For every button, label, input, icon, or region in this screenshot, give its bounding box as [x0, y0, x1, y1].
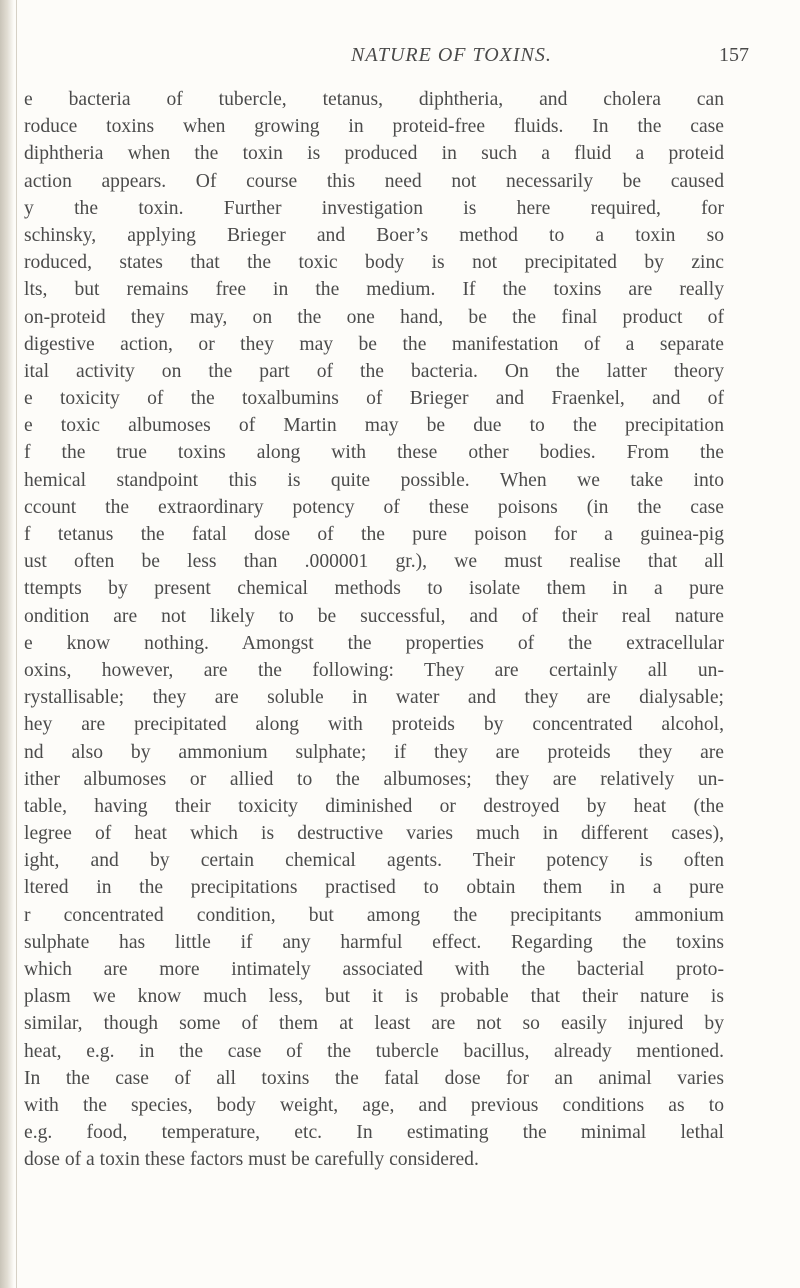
text-line: e.g. food, temperature, etc. In estimating the minimal lethal [24, 1122, 724, 1144]
text-line: In the case of all toxins the fatal dose for an animal varies [24, 1067, 724, 1089]
text-line: with the species, body weight, age, and previous conditions as to [24, 1094, 724, 1116]
text-line: ight, and by certain chemical agents. Their potency is often [24, 850, 724, 872]
text-line: roduced, states that the toxic body is not precipitated by zinc [24, 252, 724, 274]
text-line: r concentrated condition, but among the precipitants ammonium [24, 904, 724, 926]
text-line: ttempts by present chemical methods to isolate them in a pure [24, 578, 724, 600]
running-title: NATURE OF TOXINS. [351, 44, 552, 66]
text-line: hey are precipitated along with proteids by concentrated alcohol, [24, 714, 724, 736]
page-number: 157 [719, 44, 749, 66]
text-line: diphtheria when the toxin is produced in such a fluid a proteid [24, 143, 724, 165]
text-line: table, having their toxicity diminished or destroyed by heat (the [24, 795, 724, 817]
gutter-edge [16, 0, 17, 1288]
text-line: f tetanus the fatal dose of the pure poison for a guinea-pig [24, 524, 724, 545]
text-line: which are more intimately associated with the bacterial proto- [24, 959, 724, 980]
text-line: ital activity on the part of the bacteria. On the latter theory [24, 360, 724, 382]
text-line: nd also by ammonium sulphate; if they are proteids they are [24, 741, 724, 763]
text-line: dose of a toxin these factors must be carefully considered. [24, 1149, 479, 1171]
text-line: digestive action, or they may be the manifestation of a separate [24, 333, 724, 355]
text-line: oxins, however, are the following: They are certainly all un- [24, 659, 724, 681]
binding-gutter [0, 0, 14, 1288]
text-line: e know nothing. Amongst the properties of the extracellular [24, 632, 724, 654]
text-line: e toxic albumoses of Martin may be due to the precipitation [24, 415, 724, 437]
text-line: schinsky, applying Brieger and Boer’s method to a toxin so [24, 224, 724, 246]
text-line: heat, e.g. in the case of the tubercle bacillus, already mentioned. [24, 1040, 724, 1062]
text-line: e toxicity of the toxalbumins of Brieger and Fraenkel, and of [24, 388, 724, 410]
text-line: rystallisable; they are soluble in water and they are dialysable; [24, 687, 724, 709]
text-line: similar, though some of them at least are not so easily injured by [24, 1013, 724, 1035]
text-line: ust often be less than .000001 gr.), we must realise that all [24, 551, 724, 573]
body-text [24, 86, 724, 1174]
text-line: sulphate has little if any harmful effect. Regarding the toxins [24, 931, 724, 953]
text-line: action appears. Of course this need not necessarily be caused [24, 170, 724, 192]
text-line: plasm we know much less, but it is probable that their nature is [24, 986, 724, 1008]
text-line: lts, but remains free in the medium. If the toxins are really [24, 279, 724, 301]
page-header [0, 44, 800, 76]
text-line: ltered in the precipitations practised to obtain them in a pure [24, 877, 724, 899]
text-line: ither albumoses or allied to the albumoses; they are relatively un- [24, 768, 724, 790]
text-line: legree of heat which is destructive varies much in different cases), [24, 823, 724, 845]
text-line: ondition are not likely to be successful, and of their real nature [24, 605, 724, 627]
text-line: ccount the extraordinary potency of these poisons (in the case [24, 496, 724, 518]
text-line: roduce toxins when growing in proteid-free fluids. In the case [24, 116, 724, 138]
text-line: hemical standpoint this is quite possible. When we take into [24, 469, 724, 491]
text-line: f the true toxins along with these other bodies. From the [24, 442, 724, 464]
text-line: y the toxin. Further investigation is here required, for [24, 197, 724, 219]
text-line: e bacteria of tubercle, tetanus, diphtheria, and cholera can [24, 89, 724, 110]
text-line: on-proteid they may, on the one hand, be the final product of [24, 306, 724, 328]
